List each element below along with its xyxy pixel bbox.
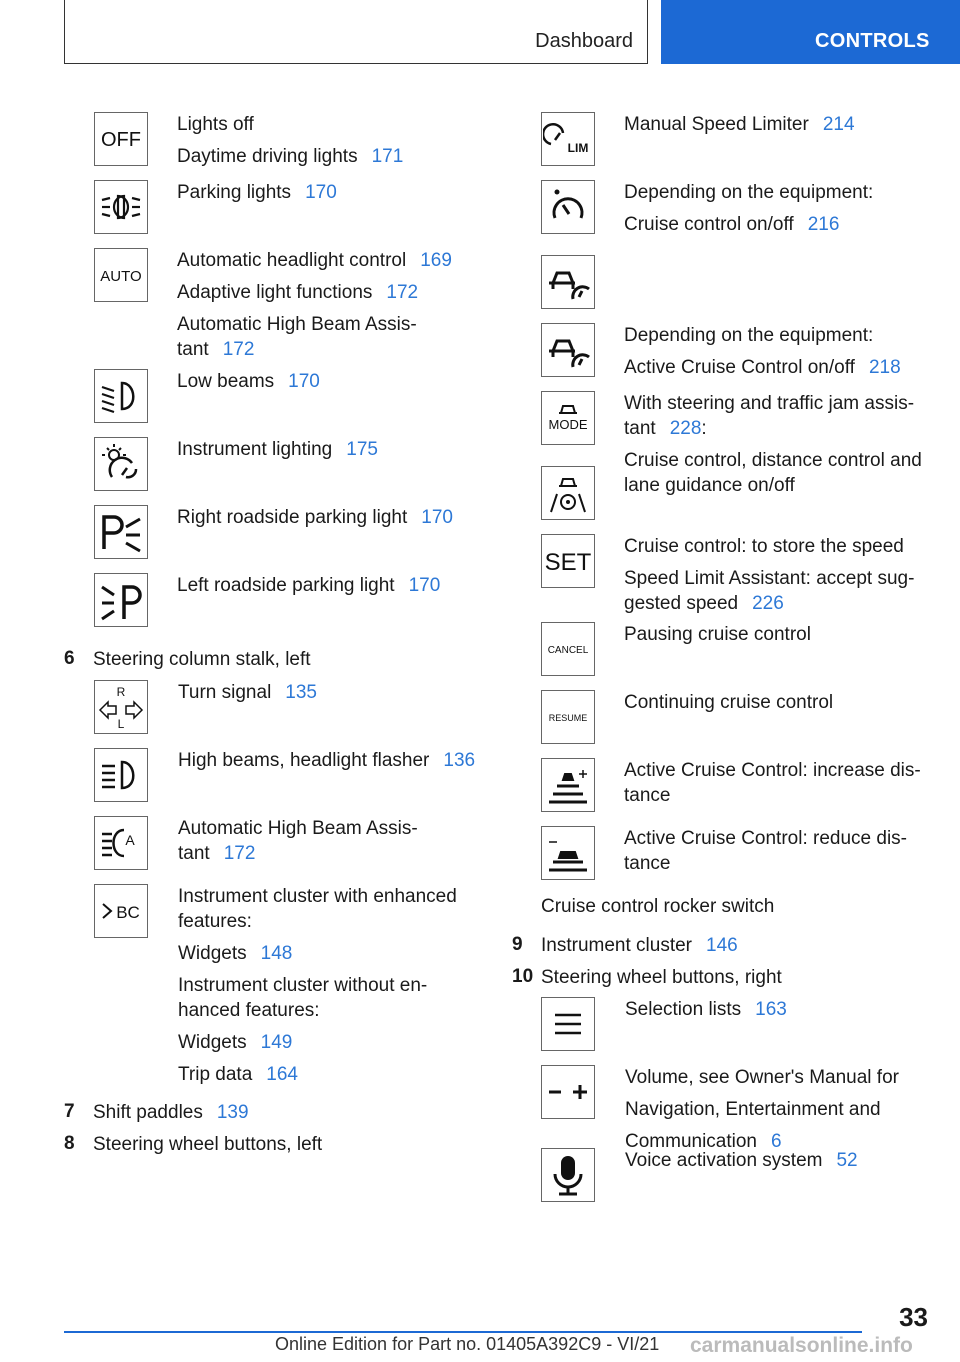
svg-text:A: A (125, 832, 135, 848)
item-text: lane guidance on/off (624, 475, 795, 496)
svg-text:CANCEL: CANCEL (547, 645, 589, 656)
header-chapter-tab[interactable]: CONTROLS (661, 0, 960, 64)
header-section-box (64, 0, 648, 64)
distance-reduce-icon (541, 826, 595, 880)
page-reference[interactable]: 148 (260, 943, 293, 964)
page-reference[interactable]: 170 (421, 507, 453, 528)
page-reference[interactable]: 170 (408, 575, 441, 596)
turn-signal-icon (94, 680, 148, 734)
page-reference[interactable]: 172 (223, 843, 256, 864)
low-beam-icon (94, 369, 148, 423)
page-reference[interactable]: 172 (386, 282, 419, 303)
off-icon (94, 112, 148, 166)
page-reference[interactable]: 170 (288, 371, 320, 392)
page-reference[interactable]: 139 (216, 1102, 249, 1123)
page-reference[interactable]: 164 (266, 1064, 298, 1085)
lim-icon (541, 112, 595, 166)
page-number: 33 (899, 1302, 928, 1332)
item-text: gested speed 226 (624, 593, 784, 614)
item-title-8: Steering wheel buttons, left (93, 1134, 323, 1155)
right-parking-light-icon (94, 505, 148, 559)
item-text: Cruise control, distance control and (624, 450, 922, 471)
volume-icon (541, 1065, 595, 1119)
item-text: Instrument lighting 175 (177, 439, 378, 460)
item-text: Widgets 148 (178, 943, 293, 964)
set-icon (541, 534, 595, 588)
svg-text:AUTO: AUTO (100, 268, 142, 285)
svg-text:RESUME: RESUME (548, 713, 588, 723)
cancel-icon (541, 622, 595, 676)
item-text: With steering and traffic jam assis- (624, 393, 915, 414)
item-number-9: 9 (512, 934, 523, 955)
item-text: tant 228: (624, 418, 707, 439)
item-text: Right roadside parking light 170 (177, 507, 453, 528)
item-text: Pausing cruise control (624, 624, 811, 645)
item-text: Left roadside parking light 170 (177, 575, 441, 596)
item-text: Automatic High Beam Assis- (178, 818, 418, 839)
page-reference[interactable]: 175 (346, 439, 378, 460)
page-reference[interactable]: 226 (752, 593, 784, 614)
page-reference[interactable]: 169 (420, 250, 452, 271)
left-parking-light-icon (94, 573, 148, 627)
auto-icon (94, 248, 148, 302)
lane-guidance-icon (541, 466, 595, 520)
acc-icon-2 (541, 323, 595, 377)
mode-icon (541, 391, 595, 445)
header-section-title: Dashboard (535, 30, 633, 52)
svg-text:SET: SET (544, 549, 592, 576)
item-text: Daytime driving lights 171 (177, 146, 404, 167)
cruise-icon (541, 180, 595, 234)
page-reference[interactable]: 172 (222, 339, 255, 360)
footer-edition: Online Edition for Part no. 01405A392C9 - VI/21 (275, 1334, 660, 1354)
svg-text:BC: BC (116, 903, 140, 922)
watermark: carmanualsonline.info (690, 1334, 913, 1357)
list-icon (541, 997, 595, 1051)
microphone-icon (541, 1148, 595, 1202)
high-beam-icon (94, 748, 148, 802)
item-text: Automatic headlight control 169 (177, 250, 452, 271)
item-text: Trip data 164 (178, 1064, 298, 1085)
item-text: Cruise control on/off 216 (624, 214, 840, 235)
page-reference[interactable]: 214 (822, 114, 855, 135)
item-text: Manual Speed Limiter 214 (624, 114, 855, 135)
page-reference[interactable]: 135 (285, 682, 317, 703)
item-text: tance (624, 853, 671, 874)
distance-increase-icon (541, 758, 595, 812)
page-reference[interactable]: 163 (755, 999, 787, 1020)
item-text: Parking lights 170 (177, 182, 337, 203)
auto-high-beam-icon (94, 816, 148, 870)
page-reference[interactable]: 170 (305, 182, 337, 203)
item-text: Depending on the equipment: (624, 182, 874, 203)
item-text: Instrument cluster with enhanced (178, 886, 457, 907)
footer-divider (64, 1331, 862, 1333)
page-reference[interactable]: 218 (868, 357, 901, 378)
item-text: Volume, see Owner's Manual for (625, 1067, 899, 1088)
item-text: Continuing cruise control (624, 692, 834, 713)
parking-lights-icon (94, 180, 148, 234)
item-number-10: 10 (512, 966, 534, 987)
acc-icon (541, 255, 595, 309)
item-text: Active Cruise Control: increase dis- (624, 760, 921, 781)
item-text: Active Cruise Control: reduce dis- (624, 828, 907, 849)
item-number-6: 6 (64, 648, 75, 669)
rocker-switch-caption: Cruise control rocker switch (541, 896, 775, 917)
item-title-6: Steering column stalk, left (93, 649, 311, 670)
item-text: Automatic High Beam Assis- (177, 314, 417, 335)
item-text: Turn signal 135 (178, 682, 317, 703)
item-text: Adaptive light functions 172 (177, 282, 419, 303)
svg-text:L: L (117, 717, 125, 731)
page-reference[interactable]: 228 (669, 418, 702, 439)
item-number-7: 7 (64, 1101, 75, 1122)
item-text: tance (624, 785, 671, 806)
item-text: Selection lists 163 (625, 999, 787, 1020)
svg-text:LIM: LIM (567, 141, 589, 155)
item-text: Widgets 149 (178, 1032, 293, 1053)
page-reference[interactable]: 6 (771, 1131, 782, 1152)
item-text: tant 172 (177, 339, 255, 360)
item-text: Voice activation system 52 (625, 1150, 858, 1171)
item-number-8: 8 (64, 1133, 75, 1154)
item-text: Instrument cluster without en- (178, 975, 428, 996)
instrument-lighting-icon (94, 437, 148, 491)
item-text: Low beams 170 (177, 371, 320, 392)
item-title-7: Shift paddles 139 (93, 1102, 249, 1123)
item-text: Active Cruise Control on/off 218 (624, 357, 901, 378)
page-reference[interactable]: 52 (836, 1150, 858, 1171)
page-reference[interactable]: 171 (371, 146, 404, 167)
item-text: features: (178, 911, 252, 932)
page-reference[interactable]: 136 (443, 750, 476, 771)
svg-text:MODE: MODE (548, 417, 588, 432)
page-reference[interactable]: 216 (807, 214, 840, 235)
page-reference[interactable]: 149 (260, 1032, 293, 1053)
item-text: Speed Limit Assistant: accept sug- (624, 568, 915, 589)
svg-text:R: R (116, 685, 126, 699)
item-text: hanced features: (178, 1000, 320, 1021)
item-text: Navigation, Entertainment and (625, 1099, 881, 1120)
item-title-9: Instrument cluster 146 (541, 935, 738, 956)
resume-icon (541, 690, 595, 744)
item-text: Communication 6 (625, 1131, 782, 1152)
item-text: Cruise control: to store the speed (624, 536, 904, 557)
item-text: Depending on the equipment: (624, 325, 874, 346)
bc-icon (94, 884, 148, 938)
item-text: High beams, headlight flasher 136 (178, 750, 476, 771)
item-text: Lights off (177, 114, 254, 135)
page-reference[interactable]: 146 (706, 935, 738, 956)
item-text: tant 172 (178, 843, 256, 864)
svg-text:OFF: OFF (101, 129, 141, 151)
item-title-10: Steering wheel buttons, right (541, 967, 782, 988)
